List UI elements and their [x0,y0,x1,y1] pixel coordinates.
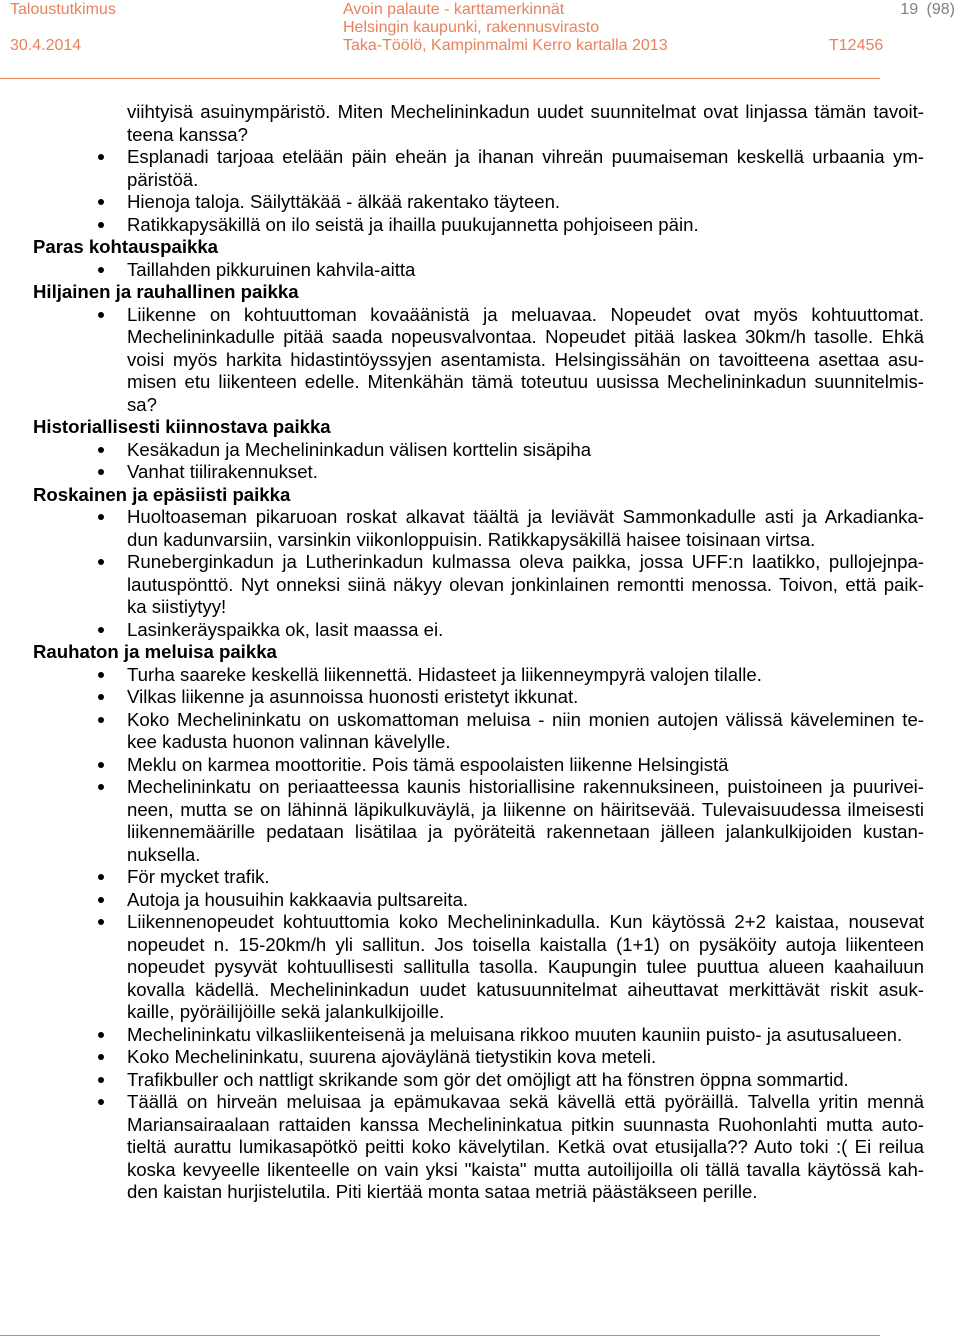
text-line: Autoja ja housuihin kakkaavia pultsareita. [127,888,469,910]
bullet-icon [98,1077,104,1083]
company-name: Taloustutkimus [10,1,116,18]
bullet-icon [98,784,104,790]
text-line: viihtyisä asuinympäristö. Miten Mechelininkadun uudet suunnitelmat ovat linjassa tämän tavoit- [127,101,924,122]
text-line: Vilkas liikenne ja asunnoissa huonosti eristetyt ikkunat. [127,686,579,707]
text-line: voisi myös harkita hidastintöyssyjen asentamista. Helsingissähän on tavoitteena asettaa asu- [127,348,924,370]
text-line: Hienoja taloja. Säilyttäkää - älkää rakentako täyteen. [127,191,561,212]
footer-divider [0,1335,880,1336]
section-heading: Hiljainen ja rauhallinen paikka [33,281,299,302]
section-heading: Roskainen ja epäsiisti paikka [33,483,291,505]
bullet-icon [98,874,104,880]
bullet-icon [98,559,104,565]
bullet-icon [98,312,104,318]
text-line: päristöä. [127,168,199,190]
bullet-icon [98,267,104,273]
list-item [0,146,924,191]
list-item [0,259,924,282]
page-number: 19 (98) [900,1,955,18]
text-line: Ratikkapysäkillä on ilo seistä ja ihailla puukujannetta pohjoiseen päin. [127,213,699,235]
text-line: Mechelininkadulle pitää saada nopeusvalvontaa. Nopeudet pitää laskea 30km/h tasolle. Ehkä [127,326,924,347]
list-item [0,889,924,912]
text-line: ka siistiytyy! [127,596,227,617]
text-line: Trafikbuller och nattligt skrikande som gör det omöjligt att ha fönstren öppna sommartid. [127,1068,849,1090]
text-line: teena kanssa? [127,123,248,145]
text-line: koska kevyeelle likenteelle on vain yksi "kaista" mutta autoilijoilla oli tällä tavalla käytössä kah- [127,1158,924,1180]
list-item [0,551,924,619]
text-line: Runeberginkadun ja Lutherinkadun kulmassa oleva paikka, jossa UFF:n laatikko, pullojejnpa- [127,551,924,572]
text-line: kaille, pyöräilijöille sekä jalankulkijoille. [127,1001,445,1022]
bullet-icon [98,469,104,475]
text-line: Koko Mechelininkatu, suurena ajoväylänä tietystikin kova meteli. [127,1046,657,1067]
bullet-icon [98,154,104,160]
list-item [0,754,924,777]
text-line: nopeudet n. 15-20km/h yli sallitun. Jos toisella kaistalla (1+1) on pysäköity autoja liikenteen [127,933,924,955]
list-item [0,461,924,484]
page-header [0,0,960,70]
header-left [10,1,116,55]
section-heading: Paras kohtauspaikka [33,236,219,257]
list-item [0,911,924,1024]
text-line: Mechelininkatu vilkasliikenteisenä ja meluisana rikkoo muuten kauniin puisto- ja asutusalueen. [127,1023,903,1045]
header-divider [0,78,880,79]
text-line: kovalla kädellä. Mechelininkadun uudet katusuunnitelmat aiheuttavat merkittävät riskit asuk- [127,978,924,1000]
project-name: Taka-Töölö, Kampinmalmi Kerro kartalla 2013 [343,37,668,54]
text-line: Esplanadi tarjoaa etelään päin eheän ja ihanan vihreän puumaiseman keskellä urbaania ym- [127,146,924,167]
bullet-icon [98,1099,104,1105]
list-item [0,191,924,214]
bullet-icon [98,762,104,768]
list-item [0,214,924,237]
list-item [0,304,924,417]
text-line: tieltä aurattu lumikasapötkö peitti koko kävelytilan. Ketkä ovat etusijalla?? Auto toki :( Ei reilua [127,1136,924,1157]
text-line: Täällä on hirveän meluisaa ja epämukavaa sekä kävellä että pyöräillä. Talvella yritin mennä [127,1091,924,1112]
list-item [0,619,924,642]
list-item [0,664,924,687]
list-item [0,1091,924,1204]
text-line: Lasinkeräyspaikka ok, lasit maassa ei. [127,618,444,640]
list-item [0,439,924,462]
text-line: lautuspönttö. Nyt onneksi siinä näkyy olevan jonkinlainen remontti menossa. Toivon, että paik- [127,573,924,595]
list-item [0,776,924,866]
text-line: Mechelininkatu on periaatteessa kaunis historiallisine rakennuksineen, puistoineen ja puurivei- [127,776,924,797]
header-center [343,1,668,55]
list-item [0,506,924,551]
text-line: Kesäkadun ja Mechelininkadun välisen korttelin sisäpiha [127,438,592,460]
text-line: misen etu liikenteen edelle. Mitenkähän tämä toteutuu uusissa Mechelininkadun suunnitelmis- [127,371,924,392]
client-name: Helsingin kaupunki, rakennusvirasto [343,19,600,36]
bullet-icon [98,694,104,700]
text-line: Meklu on karmea moottoritie. Pois tämä espoolaisten liikenne Helsingistä [127,753,729,775]
bullet-icon [98,627,104,633]
text-line: Huoltoaseman pikaruoan roskat alkavat täältä ja leviävät Sammonkadulle asti ja Arkadianka- [127,506,924,527]
text-line: Liikenne on kohtuuttoman kovaäänistä ja meluavaa. Nopeudet ovat myös kohtuuttomat. [127,303,924,325]
list-item [0,1069,924,1092]
bullet-icon [98,919,104,925]
bullet-icon [98,1032,104,1038]
list-item [0,686,924,709]
section-heading: Historiallisesti kiinnostava paikka [33,416,331,437]
bullet-icon [98,1054,104,1060]
text-line: kee kadusta huonon valinnan kävelylle. [127,731,451,752]
bullet-icon [98,717,104,723]
header-right [829,1,955,55]
list-item-continued [0,101,924,146]
text-line: Taillahden pikkuruinen kahvila-aitta [127,258,416,280]
text-line: neen, mutta se on lähinnä läpikulkuväylä, ja liikenne on häiritsevää. Tulevaisuudessa ilmeisesti [127,798,924,820]
report-date: 30.4.2014 [10,37,82,54]
text-line: För mycket trafik. [127,866,270,887]
text-line: Vanhat tiilirakennukset. [127,461,318,482]
bullet-icon [98,222,104,228]
project-code: T12456 [829,37,884,54]
text-line: Liikennenopeudet kohtuuttomia koko Mechelininkadulla. Kun käytössä 2+2 kaistaa, nousevat [127,911,924,932]
text-line: nuksella. [127,843,201,865]
bullet-icon [98,199,104,205]
list-item [0,866,924,889]
bullet-icon [98,897,104,903]
section-heading: Rauhaton ja meluisa paikka [33,641,277,662]
list-item [0,1046,924,1069]
text-line: den kaistan hurjistelutila. Piti kiertää monta sataa metriä päästäkseen perille. [127,1181,758,1202]
report-title: Avoin palaute - karttamerkinnät [343,1,565,18]
list-item [0,709,924,754]
text-line: Turha saareke keskellä liikennettä. Hidasteet ja liikenneympyrä valojen tilalle. [127,663,762,685]
text-line: dun kadunvarsiin, varsinkin viikonloppuisin. Ratikkapysäkillä haisee toisinaan virtsa. [127,528,816,550]
text-line: Koko Mechelininkatu on uskomattoman meluisa - niin monien autojen välissä käveleminen te- [127,708,924,730]
list-item [0,1024,924,1047]
bullet-icon [98,447,104,453]
bullet-icon [98,514,104,520]
text-line: nopeudet pysyvät kohtuullisesti sallitulla tasolla. Kaupungin tulee puuttua alueen kaahailuun [127,956,924,977]
text-line: liikennemäärille pedataan lisätilaa ja pyöräteitä rakennetaan jälleen jalankulkijoiden kustan- [127,821,924,842]
text-line: sa? [127,393,157,415]
bullet-icon [98,672,104,678]
page-content [0,101,960,1204]
text-line: Mariansairaalaan rattaiden kanssa Mechelininkatua pitkin suunnasta Ruohonlahti mutta auto- [127,1113,924,1135]
